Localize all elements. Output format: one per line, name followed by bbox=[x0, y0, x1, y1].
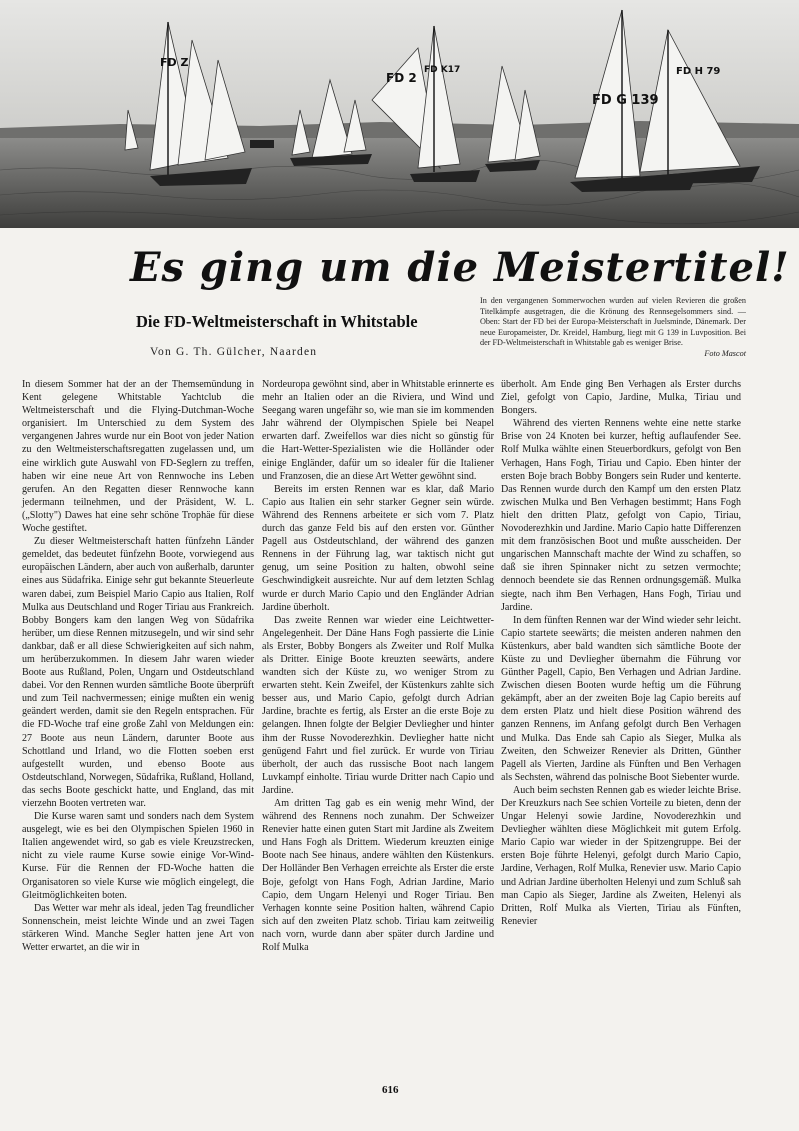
article-subtitle: Die FD-Weltmeisterschaft in Whitstable bbox=[136, 312, 418, 331]
sail-number: FD K17 bbox=[424, 65, 461, 75]
article-column-2 bbox=[262, 378, 494, 954]
paragraph: Die Kurse waren samt und sonders nach dem System ausgelegt, wie es bei den Olympischen Spielen 1960 in Italien angewendet wird, so gab es viele Kreuzstrecken, nicht zu viele raume Kurse sowie einige Vor-Wind-Kurse. Für die Rennen der FD-Woche hatten die Organisatoren so viele Kurse wie möglich eingelegt, die Gleitmöglichkeiten boten. bbox=[22, 811, 254, 901]
sail-number: FD H 79 bbox=[676, 66, 721, 77]
article-byline: Von G. Th. Gülcher, Naarden bbox=[150, 346, 318, 358]
paragraph: überholt. Am Ende ging Ben Verhagen als Erster durchs Ziel, gefolgt von Capio, Jardine, Mulka, Tiriau und Bongers. bbox=[501, 379, 741, 417]
paragraph: Am dritten Tag gab es ein wenig mehr Wind, der während des Rennens noch zunahm. Der Schweizer Renevier hatte einen guten Start mit Jardine als Zweitem und Hans Fogh als Drittem. Wiederum kreuzten einige Boote nach See hinaus, andere wählten den Küstenkurs. Der Holländer Ben Verhagen erreichte als Erster die erste Boje, gefolgt von Hans Fogh, Adrian Jardine, Mario Capio, dem Ungarn Helenyi und Roger Tiriau. Ben Verhagen konnte seine Position halten, während Capio sich auf den zweiten Platz schob. Tiriau kam zeitweilig nach vorn, wurde dann aber später durch Jardine und Rolf Mulka bbox=[262, 798, 494, 954]
sail-number: FD Z bbox=[160, 56, 189, 69]
paragraph: Das Wetter war mehr als ideal, jeden Tag freundlicher Sonnenschein, meist leichte Winde und an zwei Tagen stärkeren Wind. Manche Segler hatten jene Art von Wetter erwartet, an die wir in bbox=[22, 902, 254, 954]
paragraph: Bereits im ersten Rennen war es klar, daß Mario Capio aus Italien ein sehr starker Gegner sein würde. Während des Rennens arbeitete er sich vom 7. Platz durch das ganze Feld bis auf den ersten vor. Günther Pagell aus Ostdeutschland, der während des ganzen Rennens in der Führung lag, war taktisch nicht gut genug, um seine Position zu halten, obwohl seine Geschwindigkeit ausreichte. Nur auf dem letzten Schlag wurde er durch Mario Capio und den Engländer Adrian Jardine überholt. bbox=[262, 483, 494, 613]
photo-caption bbox=[480, 296, 746, 359]
paragraph: Das zweite Rennen war wieder eine Leichtwetter-Angelegenheit. Der Däne Hans Fogh passierte die Linie als Erster, Bobby Bongers als Zweiter und Rolf Mulka als Dritter. Einige Boote kreuzten seewärts, andere wandten sich der Küste zu, wo weniger Strom zu erwarten steht. Kein Zweifel, der Küstenkurs zahlte sich besser aus, und Mario Capio, gefolgt durch Adrian Jardine, brachte es fertig, als Erster an die erste Boje zu gelangen. Ihnen folgte der Belgier Devliegher und hinter ihm der Russe Novoderezhkin. Devliegher hatte nicht genügend Fahrt und fiel zurück. Er wurde von Tiriau überholt, der auch das russische Boot nach langem Luvkampf einholte. Tiriau wurde Dritter nach Capio und Jardine. bbox=[262, 614, 494, 796]
photo-credit: Foto Mascot bbox=[704, 348, 746, 358]
paragraph: Während des vierten Rennens wehte eine nette starke Brise von 24 Knoten bei kurzer, heftig auflaufender See. Rolf Mulka wählte einen Steuerbordkurs, gefolgt von Ben Verhagen, Hans Fogh, Tiriau und Capio. Eben hinter der ersten Boje brach Bobby Bongers sein Ruder und kenterte. Das Rennen wurde durch den Kampf um den ersten Platz zwischen Mulka und Ben Verhagen bestimmt; Hans Fogh hielt den dritten Platz, gefolgt von Capio, Tiriau, Novoderezhkin und Jardine. Mario Capio hatte Differenzen mit dem französischen Boot und mußte ausscheiden. Der ungarischen Mannschaft machte der Wind zu schaffen, so daß sie ihren Spinnaker nicht zu setzen vermochte; dennoch beendete sie das Rennen ordnungsgemäß. Mulka siegte, nach ihm Ben Verhagen, Hans Fogh, Tiriau und Jardine. bbox=[501, 418, 741, 613]
page-number: 616 bbox=[382, 1084, 399, 1096]
paragraph: Zu dieser Weltmeisterschaft hatten fünfzehn Länder gemeldet, das bedeutet fünfzehn Boote, vorwiegend aus europäischen Ländern, aber auch von außerhalb, darunter eines aus Südafrika. Einige sehr gut bekannte Steuerleute waren dabei, zum Beispiel Mario Capio aus Italien, Rolf Mulka aus Deutschland und Roger Tiriau aus Frankreich. Bobby Bongers kam den langen Weg von Südafrika herüber, um diese Rennen mitzusegeln, und wir sind sehr dankbar, daß er all diese Schwierigkeiten auf sich nahm, um herüberzukommen. In diesem Jahr waren wieder Boote aus Rußland, Polen, Ungarn und Ostdeutschland dabei. Vor den Rennen wurden sämtliche Boote überprüft und zum Teil nachvermessen; einige mußten ein wenig geändert werden, damit sie den Regeln entsprachen. Für die FD-Woche traf eine große Zahl von Meldungen ein: 27 Boote aus neun Ländern, darunter Boote aus Schottland und Irland, wo die Flotten soeben erst aufgestellt wurden, und ebenso Boote aus Ostdeutschland, Norwegen, Südafrika, Rußland, Holland, das sechs Boote geschickt hatte, und England, das mit vierzehn Booten vertreten war. bbox=[22, 536, 254, 809]
caption-text: In den vergangenen Sommerwochen wurden auf vielen Revieren die großen Titelkämpfe ausgetragen, die die Krönung des Rennsegelsommers sind. — Oben: Start der FD bei der Europa-Meisterschaft in Juelsminde, Dänemark. Der neue Europameister, Dr. Kreidel, Hamburg, liegt mit G 139 in Luvposition. Bei der FD-Weltmeisterschaft in Whitstable gab es weniger Brise. bbox=[480, 296, 746, 347]
article-headline: Es ging um die Meistertitel! bbox=[130, 244, 790, 291]
paragraph: Auch beim sechsten Rennen gab es wieder leichte Brise. Der Kreuzkurs nach See schien Vorteile zu bieten, denn der Ungar Helenyi sowie Jardine, Novoderezhkin und Devliegher wählten diese Möglichkeit mit gutem Erfolg. Mario Capio war wieder in der Spitzengruppe. Bei der ersten Boje führte Helenyi, gefolgt durch Mario Capio, Jardine, Verhagen, Rolf Mulka, Renevier usw. Mario Capio und Adrian Jardine überholten Helenyi und zum Schluß sah man Capio als Sieger, Jardine als Zweiten, Helenyi als Dritten, Rolf Mulka als Vierten, Tiriau als Fünften, Renevier bbox=[501, 784, 741, 927]
paragraph: In diesem Sommer hat der an der Themsemündung in Kent gelegene Whitstable Yachtclub die Weltmeisterschaft und die Flying-Dutchman-Woche organisiert. Im Unterschied zu dem System des vergangenen Jahres wurde nur ein Boot von jeder Nation zu den Weltmeisterschaftsregatten zugelassen und, um eine wirklich gute Auswahl von FD-Seglern zu treffen, haben wir eine neue Art von Rennwoche ins Leben gerufen. An den Regatten dieser Rennwoche kann jedermann teilnehmen, und der Präsident, W. L. („Slotty") Dawes hat eine sehr schöne Trophäe für diese Woche gestiftet. bbox=[22, 379, 254, 535]
sail-number: FD 2 bbox=[386, 71, 417, 85]
sailing-regatta-image bbox=[0, 0, 799, 228]
paragraph: In dem fünften Rennen war der Wind wieder sehr leicht. Capio startete seewärts; die meisten anderen nahmen den Küstenkurs, aber bald wandten sich sämtliche Boote der Küste zu und Devliegher übernahm die Führung vor Günther Pagell, Capio, Ben Verhagen und Adrian Jardine. Zwischen diesen Booten wurde heftig um die Führung gekämpft, aber an der zweiten Boje lag Capio bereits auf dem ersten Platz und hielt diese Position während des ganzen Rennens, im Anfang gefolgt durch Ben Verhagen und Mulka. Das Ende sah Capio als Sieger, Mulka als Zweiten, den Schweizer Renevier als Dritten, Günther Pagell als Vierten, Jardine als Fünften und Ben Verhagen als Sechsten, während das polnische Boot Siebenter wurde. bbox=[501, 614, 741, 783]
paragraph: Nordeuropa gewöhnt sind, aber in Whitstable erinnerte es mehr an Italien oder an die Riviera, und Wind und Seegang waren ungefähr so, wie man sie im kommenden Jahr während der Olympischen Spiele bei Neapel erwarten darf. Zweifellos war dies nicht so günstig für die Hart-Wetter-Spezialisten wie die Holländer oder einige Engländer, dafür um so idealer für die Italiener und Franzosen, die an diese Art Wetter gewöhnt sind. bbox=[262, 379, 494, 482]
article-column-3 bbox=[501, 378, 741, 928]
sail-number: FD G 139 bbox=[592, 93, 659, 108]
article-column-1 bbox=[22, 378, 254, 954]
header-photo bbox=[0, 0, 799, 228]
